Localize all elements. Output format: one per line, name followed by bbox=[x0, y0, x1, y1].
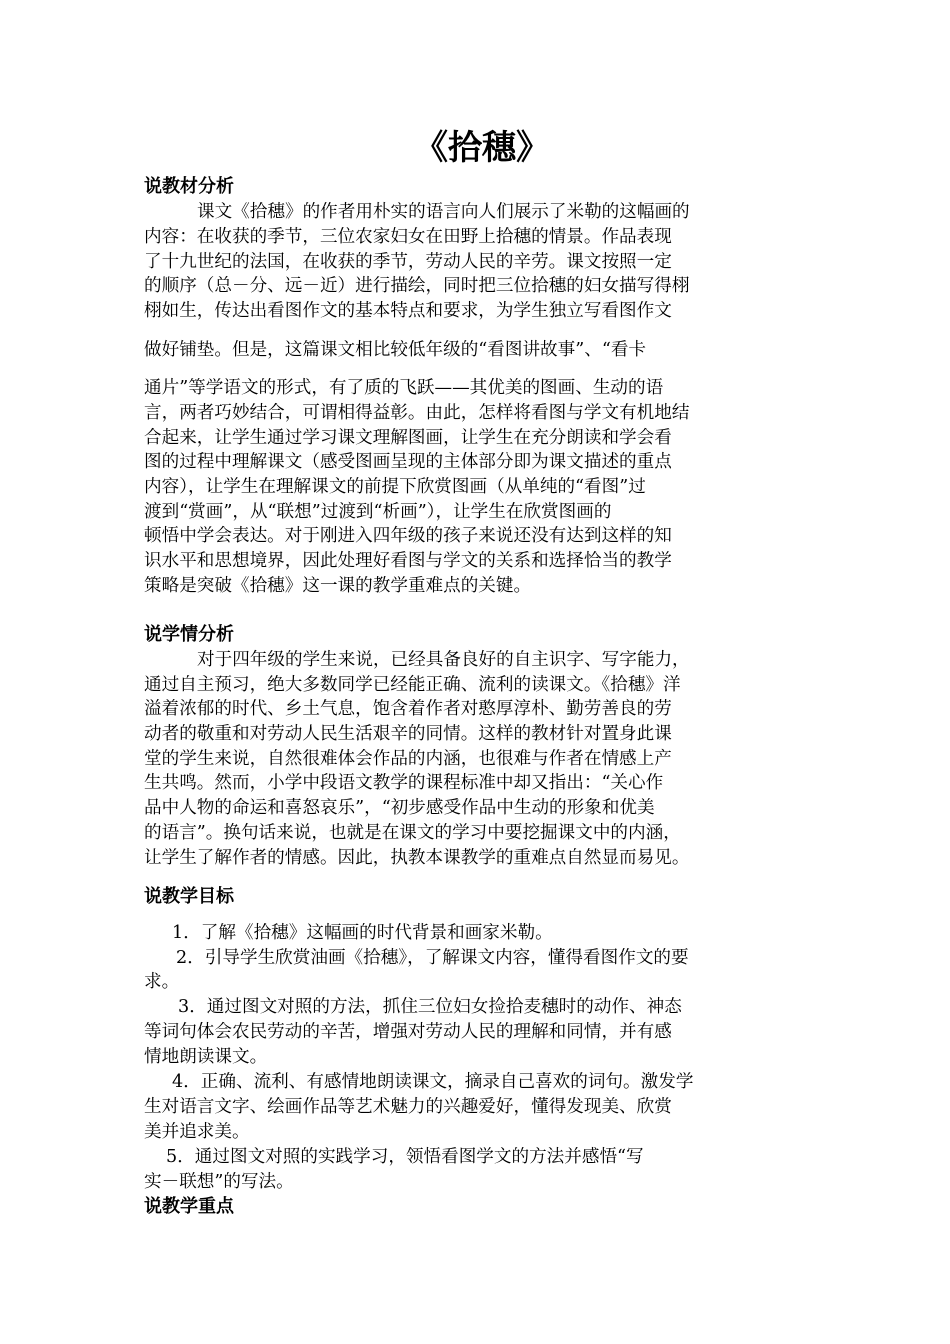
goal-item: 2．引导学生欣赏油画《拾穗》，了解课文内容，懂得看图作文的要 bbox=[176, 948, 689, 968]
document-title: 《拾穗》 bbox=[414, 128, 550, 168]
paragraph-line: 生共鸣。然而，小学中段语文教学的课程标准中却又指出：“关心作 bbox=[144, 773, 664, 793]
paragraph-line: 做好铺垫。但是，这篇课文相比较低年级的“看图讲故事”、“看卡 bbox=[144, 340, 647, 360]
paragraph-line: 课文《拾穗》的作者用朴实的语言向人们展示了米勒的这幅画的 bbox=[197, 202, 690, 222]
goal-item-continued: 实－联想”的写法。 bbox=[144, 1172, 294, 1192]
section-heading-textbook-analysis: 说教材分析 bbox=[144, 176, 234, 197]
paragraph-line: 内容：在收获的季节，三位农家妇女在田野上拾穗的情景。作品表现 bbox=[144, 227, 672, 247]
paragraph-line: 识水平和思想境界，因此处理好看图与学文的关系和选择恰当的教学 bbox=[144, 551, 672, 571]
paragraph-line: 堂的学生来说，自然很难体会作品的内涵，也很难与作者在情感上产 bbox=[144, 749, 672, 769]
paragraph-line: 言，两者巧妙结合，可谓相得益彰。由此，怎样将看图与学文有机地结 bbox=[144, 403, 690, 423]
paragraph-line: 合起来，让学生通过学习课文理解图画，让学生在充分朗读和学会看 bbox=[144, 428, 672, 448]
paragraph-line: 通过自主预习，绝大多数同学已经能正确、流利的读课文。《拾穗》洋 bbox=[144, 675, 681, 695]
paragraph-line: 顿悟中学会表达。对于刚进入四年级的孩子来说还没有达到这样的知 bbox=[144, 526, 672, 546]
paragraph-line: 策略是突破《拾穗》这一课的教学重难点的关键。 bbox=[144, 576, 532, 596]
paragraph-line: 对于四年级的学生来说，已经具备良好的自主识字、写字能力， bbox=[197, 650, 690, 670]
paragraph-line: 了十九世纪的法国，在收获的季节，劳动人民的辛劳。课文按照一定 bbox=[144, 252, 672, 272]
paragraph-line: 通片”等学语文的形式，有了质的飞跃——其优美的图画、生动的语 bbox=[144, 378, 664, 398]
goal-item: 4．正确、流利、有感情地朗读课文，摘录自己喜欢的词句。激发学 bbox=[172, 1072, 694, 1092]
paragraph-line: 让学生了解作者的情感。因此，执教本课教学的重难点自然显而易见。 bbox=[144, 848, 690, 868]
paragraph-line: 动者的敬重和对劳动人民生活艰辛的同情。这样的教材针对置身此课 bbox=[144, 724, 672, 744]
paragraph-line: 渡到“赏画”，从“联想”过渡到“析画”），让学生在欣赏图画的 bbox=[144, 502, 612, 522]
goal-item-continued: 美并追求美。 bbox=[144, 1122, 250, 1142]
paragraph-line: 内容），让学生在理解课文的前提下欣赏图画（从单纯的“看图”过 bbox=[144, 477, 646, 497]
section-heading-teaching-goals: 说教学目标 bbox=[144, 886, 234, 907]
paragraph-line: 的顺序（总－分、远－近）进行描绘，同时把三位拾穗的妇女描写得栩 bbox=[144, 276, 690, 296]
goal-item-continued: 等词句体会农民劳动的辛苦，增强对劳动人民的理解和同情，并有感 bbox=[144, 1022, 672, 1042]
section-heading-learner-analysis: 说学情分析 bbox=[144, 624, 234, 645]
paragraph-line: 栩如生，传达出看图作文的基本特点和要求，为学生独立写看图作文 bbox=[144, 301, 672, 321]
goal-item: 3．通过图文对照的方法，抓住三位妇女捡拾麦穗时的动作、神态 bbox=[178, 997, 682, 1017]
goal-item: 5．通过图文对照的实践学习，领悟看图学文的方法并感悟“写 bbox=[166, 1147, 644, 1167]
goal-item: 1．了解《拾穗》这幅画的时代背景和画家米勒。 bbox=[172, 923, 553, 943]
paragraph-line: 溢着浓郁的时代、乡土气息，饱含着作者对憨厚淳朴、勤劳善良的劳 bbox=[144, 699, 672, 719]
goal-item-continued: 情地朗读课文。 bbox=[144, 1047, 268, 1067]
paragraph-line: 的语言”。换句话来说，也就是在课文的学习中要挖掘课文中的内涵， bbox=[144, 823, 681, 843]
paragraph-line: 品中人物的命运和喜怒哀乐”，“初步感受作品中生动的形象和优美 bbox=[144, 798, 655, 818]
paragraph-line: 图的过程中理解课文（感受图画呈现的主体部分即为课文描述的重点 bbox=[144, 452, 672, 472]
goal-item-continued: 求。 bbox=[144, 972, 180, 992]
section-heading-teaching-focus: 说教学重点 bbox=[144, 1196, 234, 1217]
goal-item-continued: 生对语言文字、绘画作品等艺术魅力的兴趣爱好，懂得发现美、欣赏 bbox=[144, 1097, 672, 1117]
